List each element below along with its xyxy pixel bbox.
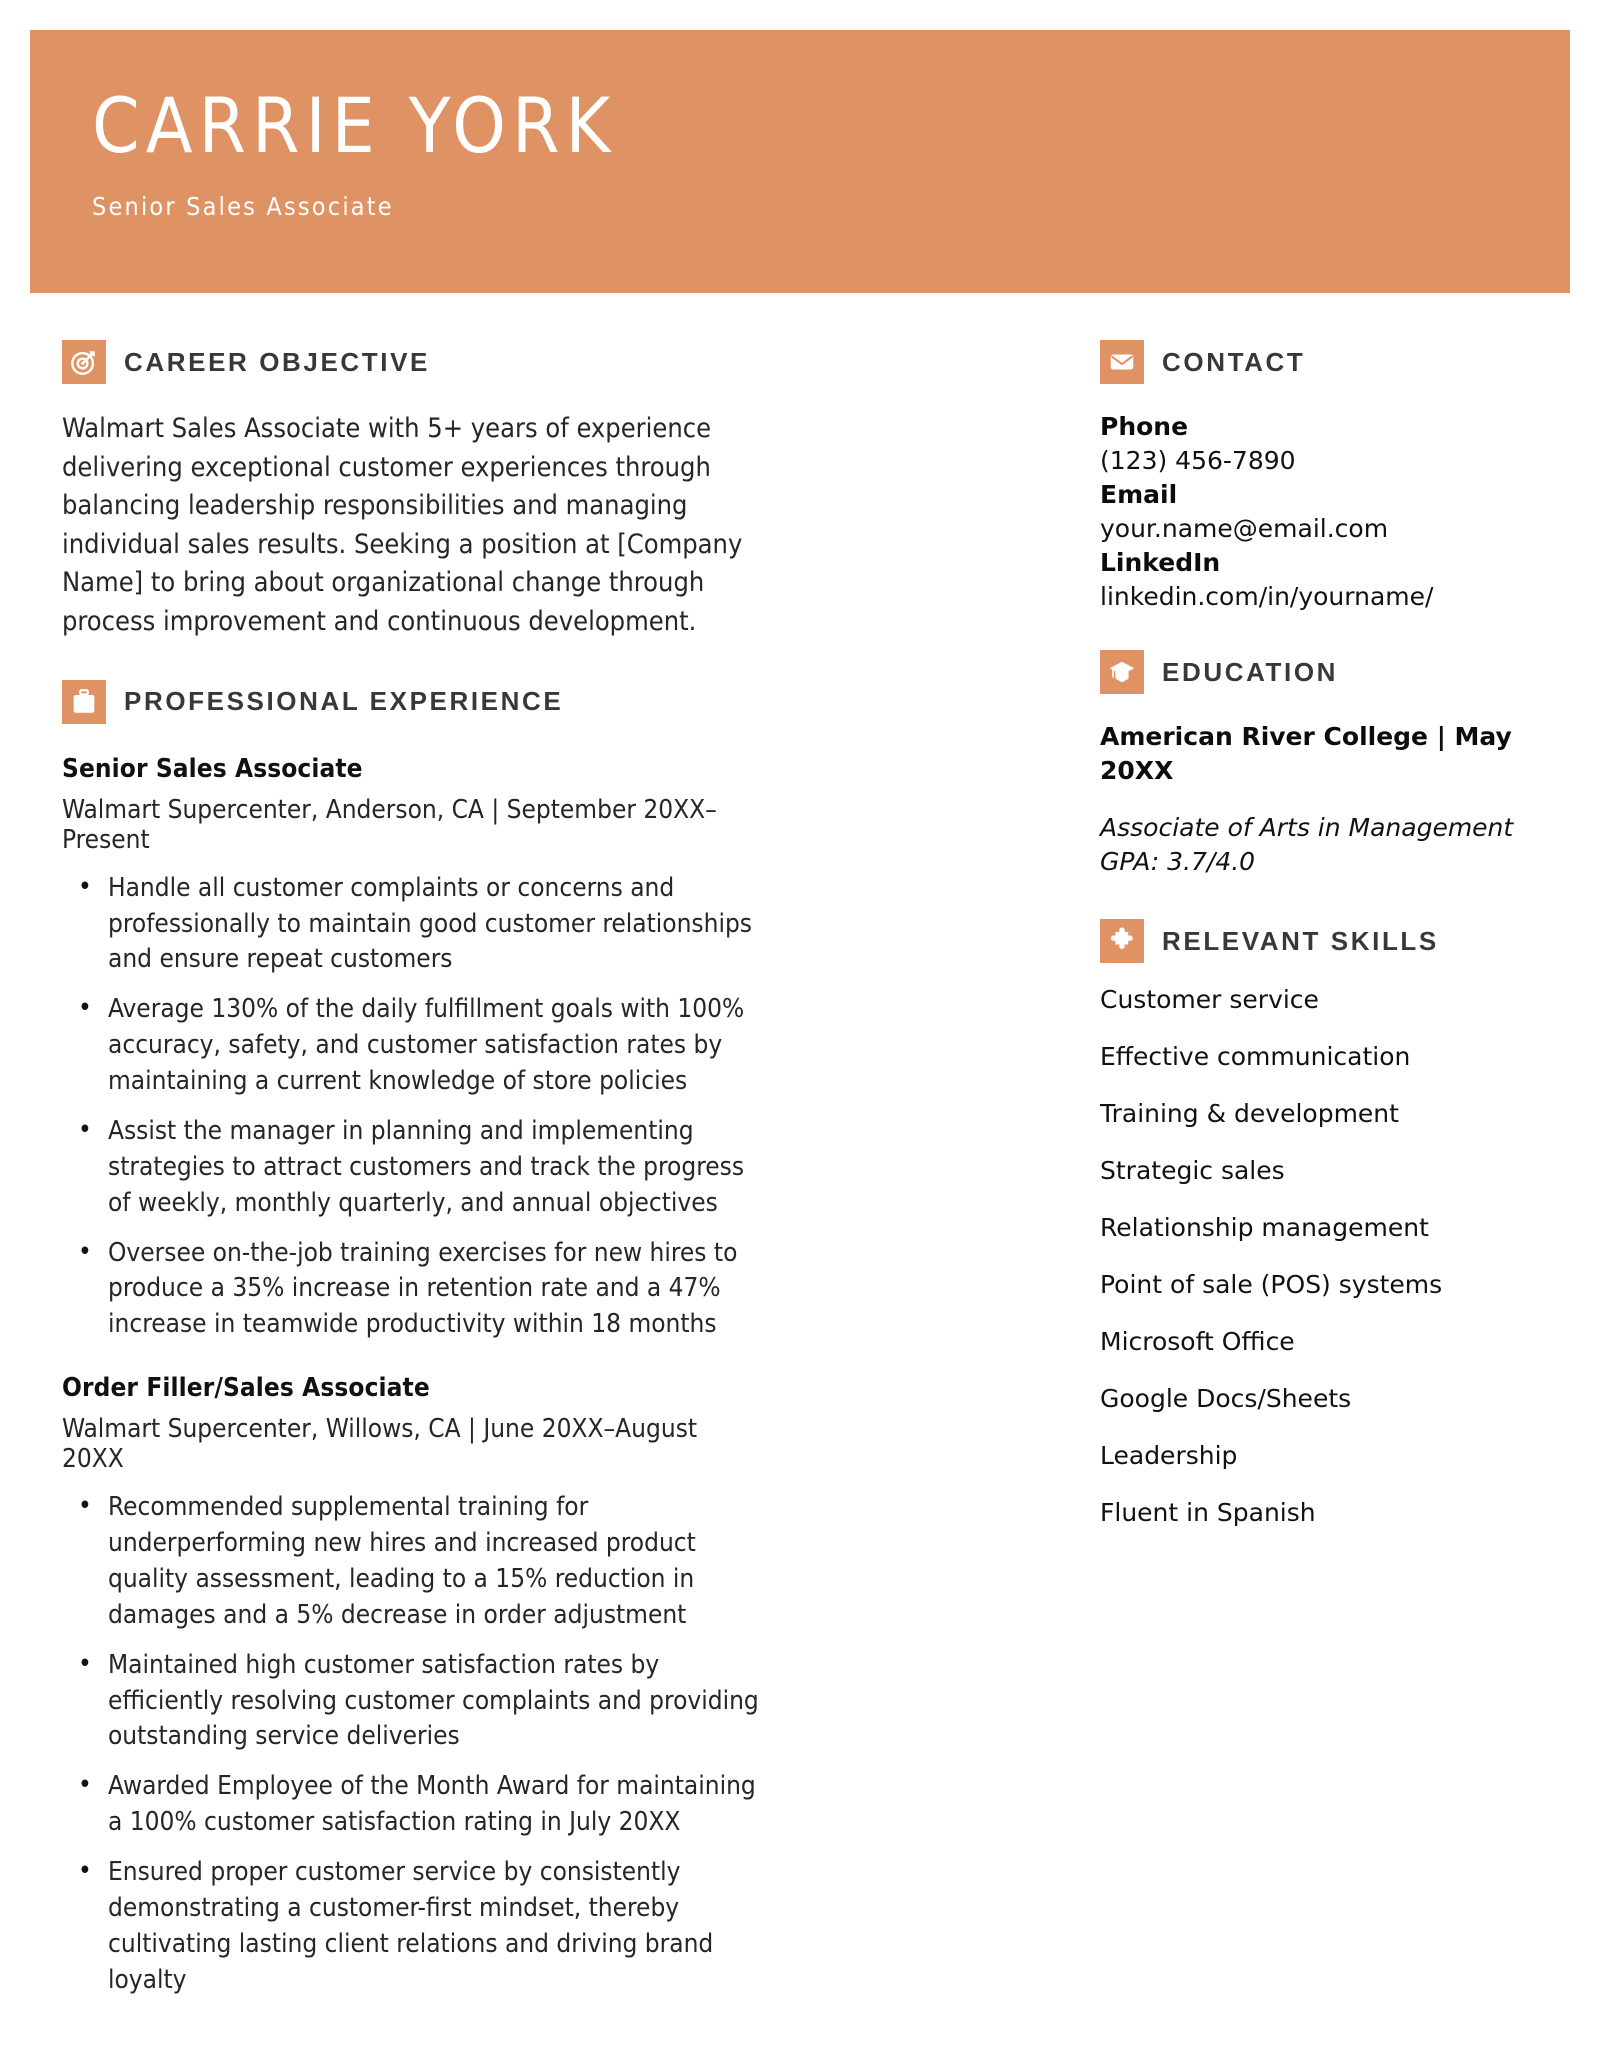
list-item: Google Docs/Sheets	[1100, 1384, 1352, 1413]
list-item: Customer service	[1100, 985, 1319, 1014]
education-degree: Associate of Arts in Management	[1100, 813, 1514, 842]
list-item: Microsoft Office	[1100, 1327, 1295, 1356]
page-title: CARRIE YORK	[92, 81, 617, 170]
list-item: • Awarded Employee of the Month Award for maintaining a 100% customer satisfaction rating in July 20XX	[108, 1769, 762, 1841]
list-item: Point of sale (POS) systems	[1100, 1270, 1443, 1299]
education-school: American River College | May 20XX	[1100, 722, 1512, 785]
section-title-career-objective: CAREER OBJECTIVE	[124, 346, 430, 377]
right-column	[1100, 340, 1520, 1555]
briefcase-icon	[62, 680, 106, 724]
contact-value-phone: (123) 456-7890	[1100, 446, 1296, 475]
list-item: Strategic sales	[1100, 1156, 1285, 1185]
education-gpa: GPA: 3.7/4.0	[1100, 847, 1256, 876]
job-role: Senior Sales Associate	[62, 753, 363, 784]
target-icon	[62, 340, 106, 384]
job-company-dates: Walmart Supercenter, Anderson, CA | September 20XX–Present	[62, 794, 717, 855]
contact-list	[1100, 410, 1520, 614]
contact-label-email: Email	[1100, 480, 1178, 509]
puzzle-piece-icon	[1100, 919, 1144, 963]
list-item: • Ensured proper customer service by consistently demonstrating a customer-first mindset, thereby cultivating lasting client relations and driving brand loyalty	[108, 1855, 762, 1999]
section-title-education: EDUCATION	[1162, 656, 1339, 687]
contact-value-linkedin[interactable]: linkedin.com/in/yourname/	[1100, 582, 1434, 611]
job-bullet-list	[62, 1490, 762, 1998]
list-item: Effective communication	[1100, 1042, 1411, 1071]
contact-label-linkedin: LinkedIn	[1100, 548, 1221, 577]
skills-list	[1100, 985, 1520, 1528]
section-title-contact: CONTACT	[1162, 346, 1306, 377]
contact-label-phone: Phone	[1100, 412, 1189, 441]
list-item: • Assist the manager in planning and implementing strategies to attract customers and track the progress of weekly, monthly quarterly, and annual objectives	[108, 1114, 762, 1222]
list-item: • Average 130% of the daily fulfillment goals with 100% accuracy, safety, and customer satisfaction rates by maintaining a current knowledge of store policies	[108, 992, 762, 1100]
graduation-cap-icon	[1100, 650, 1144, 694]
list-item: • Oversee on-the-job training exercises for new hires to produce a 35% increase in retention rate and a 47% increase in teamwide productivity within 18 months	[108, 1236, 762, 1344]
section-header-career-objective	[62, 340, 762, 384]
job-bullet-list	[62, 871, 762, 1344]
list-item: • Handle all customer complaints or concerns and professionally to maintain good customer relationships and ensure repeat customers	[108, 871, 762, 979]
section-header-professional-experience	[62, 680, 762, 724]
envelope-icon	[1100, 340, 1144, 384]
section-title-professional-experience: PROFESSIONAL EXPERIENCE	[124, 686, 564, 717]
header-banner	[30, 30, 1570, 293]
experience-entry	[62, 754, 762, 1344]
list-item: Leadership	[1100, 1441, 1238, 1470]
section-title-relevant-skills: RELEVANT SKILLS	[1162, 925, 1439, 956]
list-item: Training & development	[1100, 1099, 1399, 1128]
section-header-relevant-skills	[1100, 919, 1520, 963]
left-column	[62, 340, 762, 2013]
list-item: • Maintained high customer satisfaction rates by efficiently resolving customer complaints and providing outstanding service deliveries	[108, 1648, 762, 1756]
list-item: • Recommended supplemental training for underperforming new hires and increased product quality assessment, leading to a 15% reduction in damages and a 5% decrease in order adjustment	[108, 1490, 762, 1634]
job-company-dates: Walmart Supercenter, Willows, CA | June 20XX–August 20XX	[62, 1414, 698, 1475]
section-header-contact	[1100, 340, 1520, 384]
career-objective-text: Walmart Sales Associate with 5+ years of experience delivering exceptional customer experiences through balancing leadership responsibilities and managing individual sales results. Seeking a position at [Company Name] to bring about organizational change through process improvement and continuous development.	[62, 413, 743, 638]
header-job-title: Senior Sales Associate	[92, 192, 394, 221]
job-role: Order Filler/Sales Associate	[62, 1373, 430, 1404]
list-item: Fluent in Spanish	[1100, 1498, 1316, 1527]
section-header-education	[1100, 650, 1520, 694]
list-item: Relationship management	[1100, 1213, 1429, 1242]
experience-entry	[62, 1373, 762, 1998]
contact-value-email[interactable]: your.name@email.com	[1100, 514, 1389, 543]
